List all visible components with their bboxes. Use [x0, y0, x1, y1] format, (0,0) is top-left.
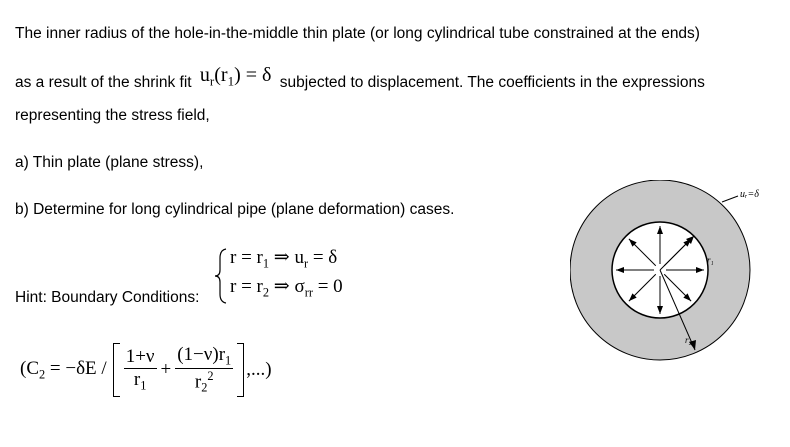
line2-text-before: as a result of the shrink fit	[15, 74, 192, 91]
label-r2: r₂	[685, 335, 692, 345]
ur-leader-line	[722, 196, 738, 202]
problem-line-2	[15, 64, 705, 96]
problem-line-1: The inner radius of the hole-in-the-middle thin plate (or long cylindrical tube constrained at the ends)	[15, 25, 700, 42]
fraction-1	[124, 346, 157, 393]
fraction-2	[175, 344, 233, 396]
left-bracket	[113, 343, 120, 397]
annulus-diagram	[570, 180, 770, 380]
c2-prefix: ($C_2 = -\delta E$ /	[20, 357, 107, 382]
left-brace	[214, 248, 228, 304]
fraction-2-denominator: $r_2^2$	[194, 369, 214, 396]
label-r1: r₁	[707, 255, 714, 265]
label-ur: uᵣ=δ	[740, 189, 759, 200]
c2-expression	[20, 340, 272, 400]
item-a: a) Thin plate (plane stress),	[15, 154, 204, 171]
problem-line-3: representing the stress field,	[15, 107, 210, 124]
item-b: b) Determine for long cylindrical pipe (plane deformation) cases.	[15, 201, 455, 218]
hint-label: Hint: Boundary Conditions:	[15, 289, 200, 306]
bc-row-1: $r = r_1$ ⇒ $u_r = \delta$	[230, 247, 338, 271]
fraction-2-numerator: $(1-\nu)r_1$	[177, 343, 232, 368]
fraction-1-numerator: 1+ν	[125, 346, 155, 368]
shrink-fit-equation: $u_r(r_1) = \delta$	[199, 64, 272, 89]
fraction-1-denominator: $r_1$	[133, 369, 147, 393]
bc-row-2: $r = r_2$ ⇒ $\sigma_{rr} = 0$	[230, 276, 343, 300]
right-bracket	[237, 343, 244, 397]
c2-suffix: ,...)	[246, 359, 272, 380]
line2-text-after: subjected to displacement. The coefficients in the expressions	[279, 74, 705, 91]
plus-sign: +	[160, 359, 172, 380]
